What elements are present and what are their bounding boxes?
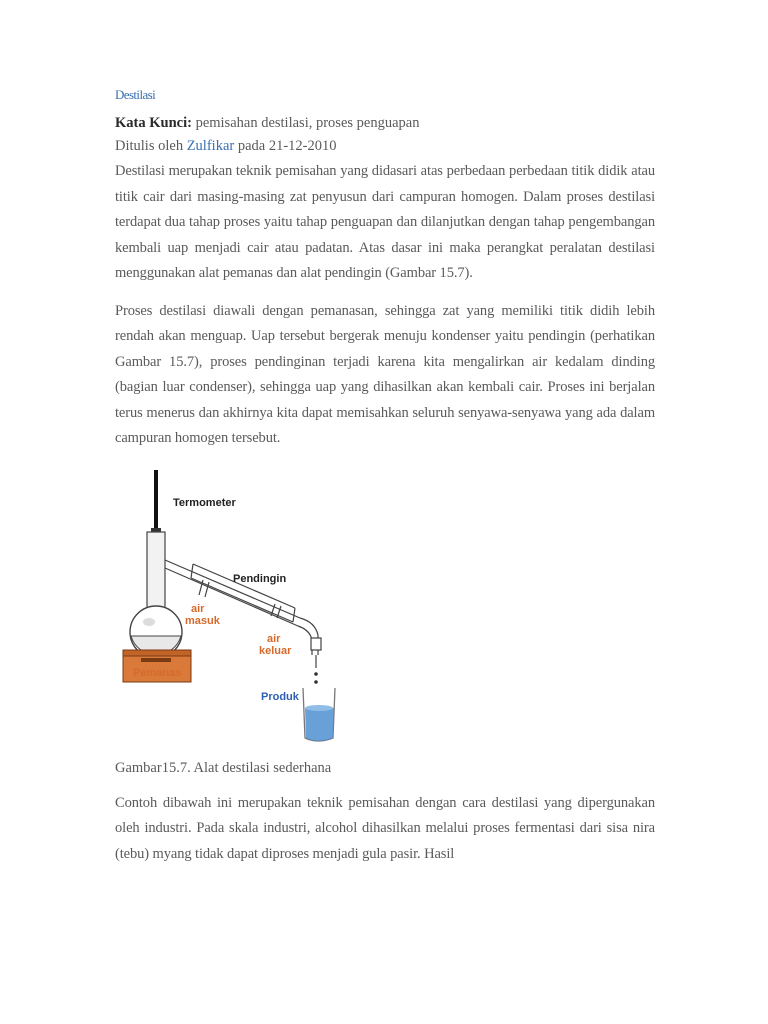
publish-date: 21-12-2010: [268, 138, 337, 154]
paragraph-3: Contoh dibawah ini merupakan teknik pemisahan dengan cara destilasi yang dipergunakan oleh industri. Pada skala industri, alcohol dihasilkan melalui proses fermentasi dari sisa nira (tebu) myang tidak dapat diproses menjadi gula pasir. Hasil: [115, 794, 655, 862]
byline-prefix: Ditulis oleh: [115, 138, 184, 154]
keywords-line: [115, 115, 655, 132]
figure-caption: Gambar15.7. Alat destilasi sederhana: [115, 759, 332, 776]
label-heater: Pemanas: [133, 666, 182, 679]
keywords-label: Kata Kunci:: [115, 115, 192, 131]
label-thermometer: Termometer: [173, 496, 236, 509]
paragraph-2: Proses destilasi diawali dengan pemanasan, sehingga zat yang memiliki titik didih lebih rendah akan menguap. Uap tersebut bergerak menuju kondenser yaitu pendingin (perhatikan Gambar 15.7), proses pendinginan terjadi karena kita mengalirkan air kedalam dinding (bagian luar condenser), sehingga uap yang dihasilkan akan kembali cair. Proses ini berjalan terus menerus dan akhirnya kita dapat memisahkan seluruh senyawa-senyawa yang ada dalam campuran homogen tersebut.: [115, 302, 655, 446]
label-water-in-1: air: [191, 602, 205, 615]
byline-mid: pada: [237, 138, 266, 154]
beaker-shape: [303, 688, 335, 741]
paragraph-1: Destilasi merupakan teknik pemisahan yang didasari atas perbedaan perbedaan titik didik atau titik cair dari masing-masing zat penyusun dari campuran homogen. Dalam proses destilasi terdapat dua tahap proses yaitu tahap penguapan dan dilanjutkan dengan tahap pengembangan kembali uap menjadi cair atau padatan. Atas dasar ini maka perangkat peralatan destilasi menggunakan alat pemanas dan alat pendingin (Gambar 15.7).: [115, 163, 655, 281]
flask-neck: [147, 532, 165, 612]
label-condenser: Pendingin: [233, 572, 287, 585]
label-product: Produk: [261, 690, 299, 703]
keywords-value: pemisahan destilasi, proses penguapan: [195, 115, 420, 131]
distillation-apparatus-diagram: [115, 470, 355, 750]
author-link[interactable]: Zulfikar: [186, 138, 235, 154]
article-title-link[interactable]: Destilasi: [115, 87, 156, 102]
label-water-out-1: air: [267, 632, 281, 645]
distillation-figure: [115, 470, 355, 750]
thermometer-shape: [154, 470, 158, 532]
byline: [115, 138, 655, 155]
label-water-out-2: keluar: [259, 644, 292, 657]
label-water-in-2: masuk: [185, 614, 220, 627]
article: [115, 86, 655, 879]
